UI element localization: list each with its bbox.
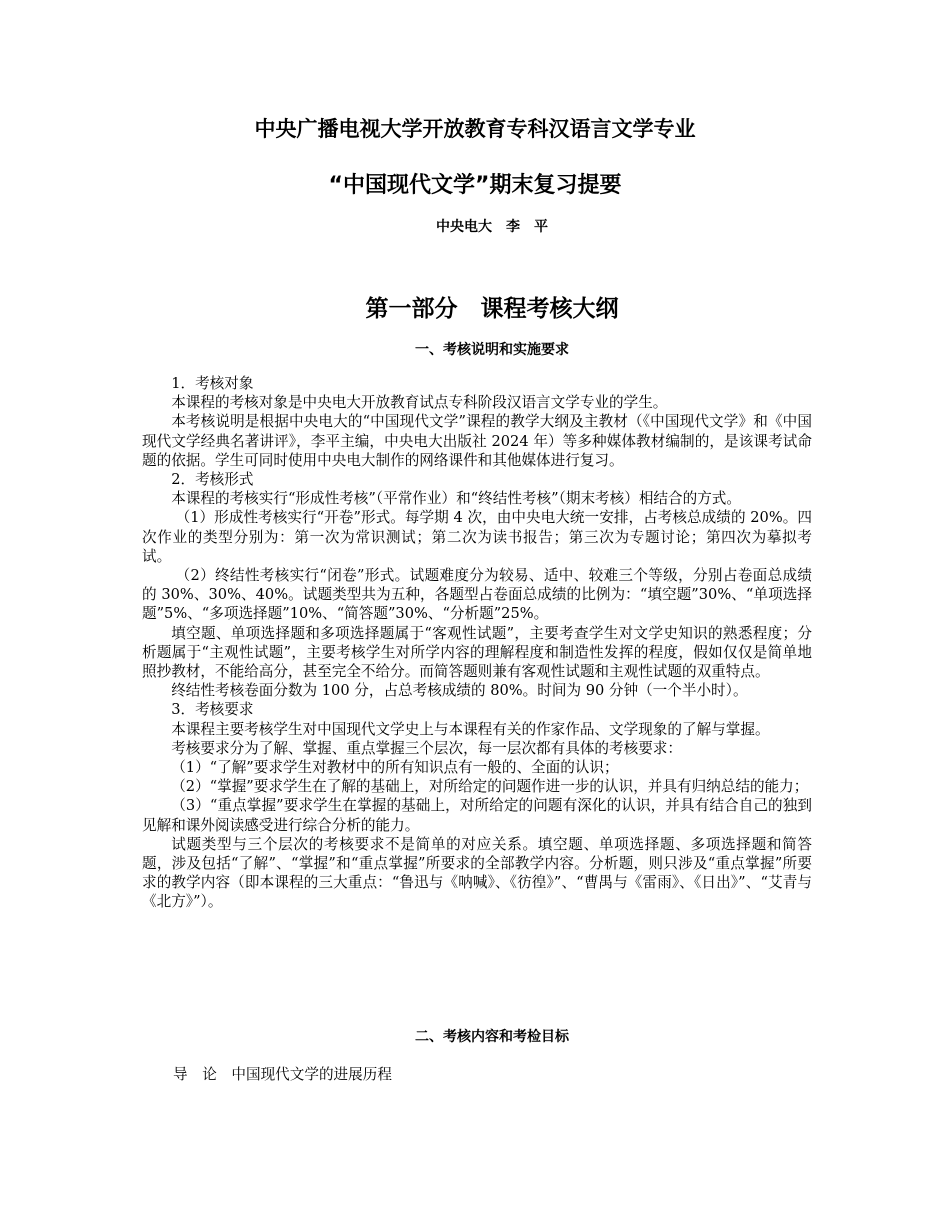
paragraph: （3）“重点掌握”要求学生在掌握的基础上，对所给定的问题有深化的认识，并具有结合自己的独到见解和课外阅读感受进行综合分析的能力。 [142, 797, 812, 834]
part-title: 第一部分 课程考核大纲 [365, 296, 619, 322]
paragraph: 本考核说明是根据中央电大的“中国现代文学”课程的教学大纲及主教材（《中国现代文学》和《中国现代文学经典名著讲评》，李平主编，中央电大出版社 2024 年）等多种媒体教材编制的，是该课考试命题的依据。学生可同时使用中央电大制作的网络课件和其他媒体进行复习。 [142, 413, 812, 469]
paragraph: 试题类型与三个层次的考核要求不是简单的对应关系。填空题、单项选择题、多项选择题和简答题，涉及包括“了解”、“掌握”和“重点掌握”所要求的全部教学内容。分析题，则只涉及“重点掌握”所要求的教学内容（即本课程的三大重点：“鲁迅与《呐喊》、《彷徨》”、“曹禺与《雷雨》、《日出》”、“艾青与《北方》”）。 [142, 835, 812, 911]
paragraph: 本课程的考核对象是中央电大开放教育试点专科阶段汉语言文学专业的学生。 [171, 394, 668, 412]
paragraph: 1．考核对象 [171, 375, 254, 392]
section2-heading: 二、考核内容和考检目标 [415, 1029, 569, 1045]
paragraph: （1）形成性考核实行“开卷”形式。每学期 4 次，由中央电大统一安排，占考核总成绩的 20%。四次作业的类型分别为：第一次为常识测试；第二次为读书报告；第三次为专题讨论；第四次为摹拟考试。 [142, 509, 812, 565]
paragraph: 填空题、单项选择题和多项选择题属于“客观性试题”，主要考查学生对文学史知识的熟悉程度；分析题属于“主观性试题”，主要考核学生对所学内容的理解程度和制造性发挥的程度，假如仅仅是简单地照抄教材，不能给高分，甚至完全不给分。而简答题则兼有客观性试题和主观性试题的双重特点。 [142, 624, 812, 681]
paragraph: 终结性考核卷面分数为 100 分，占总考核成绩的 80%。时间为 90 分钟（一个半小时）。 [171, 682, 748, 700]
document-author: 中央电大 李 平 [436, 219, 548, 235]
document-title-line2: “中国现代文学”期末复习提要 [328, 173, 622, 198]
chapter-heading: 导 论 中国现代文学的进展历程 [173, 1066, 392, 1083]
paragraph: 本课程主要考核学生对中国现代文学史上与本课程有关的作家作品、文学现象的了解与掌握。 [171, 720, 770, 738]
paragraph: 考核要求分为了解、掌握、重点掌握三个层次，每一层次都有具体的考核要求： [171, 739, 682, 757]
paragraph: （2）终结性考核实行“闭卷”形式。试题难度分为较易、适中、较难三个等级，分别占卷面总成绩的 30%、30%、40%。试题类型共为五种，各题型占卷面总成绩的比例为：“填空题”30%、“单项选择题”5%、“多项选择题”10%、“简答题”30%、“分析题”25%。 [142, 567, 812, 623]
paragraph: 本课程的考核实行“形成性考核”（平常作业）和“终结性考核”（期末考核）相结合的方式。 [171, 490, 741, 508]
section1-heading: 一、考核说明和实施要求 [415, 342, 569, 358]
paragraph: 3．考核要求 [171, 701, 254, 719]
document-title-line1: 中央广播电视大学开放教育专科汉语言文学专业 [254, 117, 696, 141]
paragraph: （1）“了解”要求学生对教材中的所有知识点有一般的、全面的认识； [171, 759, 619, 777]
paragraph: （2）“掌握”要求学生在了解的基础上，对所给定的问题作进一步的认识，并具有归纳总结的能力； [171, 778, 809, 796]
paragraph: 2．考核形式 [171, 471, 254, 489]
section1-body [142, 374, 812, 912]
